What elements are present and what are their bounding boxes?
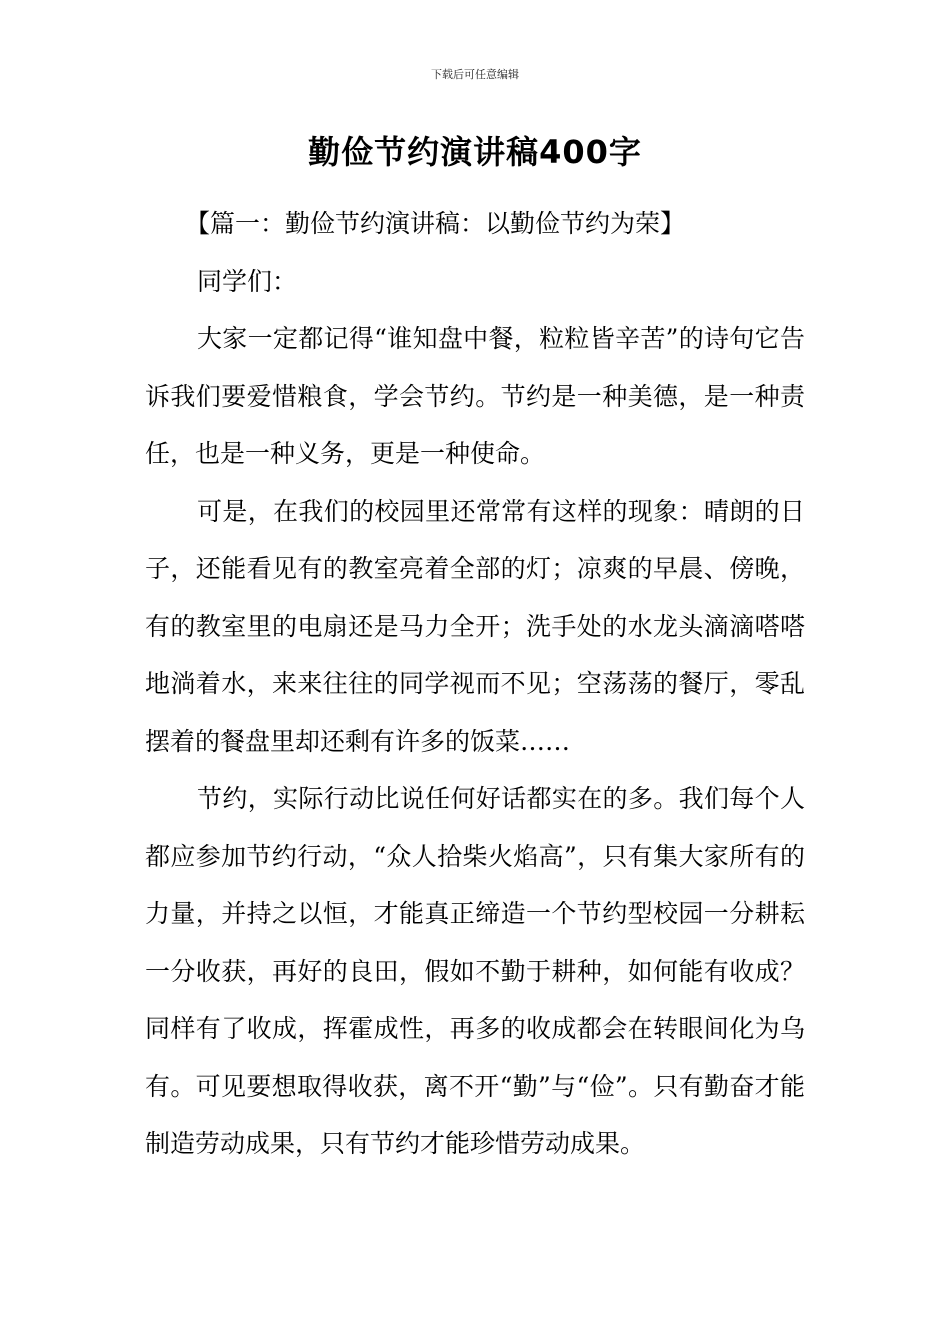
salutation: 同学们： — [197, 266, 298, 296]
page-title: 勤俭节约演讲稿400字 — [308, 133, 642, 171]
paragraph: 节约，实际行动比说任何好话都实在的多。我们每个人都应参加节约行动，“众人拾柴火焰高”，只有集大家所有的力量，并持之以恒，才能真正缔造一个节约型校园一分耕耘一分收获，再好的良田，假如不勤于耕种，如何能有收成？同样有了收成，挥霍成性，再多的收成都会在转眼间化为乌有。可见要想取得收获，离不开“勤”与“俭”。只有勤奋才能制造劳动成果，只有节约才能珍惜劳动成果。 — [145, 784, 805, 1158]
header-note: 下载后可任意编辑 — [431, 68, 519, 81]
document-body — [145, 195, 805, 1173]
paragraph: 大家一定都记得“谁知盘中餐，粒粒皆辛苦”的诗句它告诉我们要爱惜粮食，学会节约。节约是一种美德，是一种责任，也是一种义务，更是一种使命。 — [145, 324, 805, 468]
section-heading: 【篇一：勤俭节约演讲稿：以勤俭节约为荣】 — [185, 209, 686, 238]
paragraph: 可是，在我们的校园里还常常有这样的现象：晴朗的日子，还能看见有的教室亮着全部的灯；凉爽的早晨、傍晚，有的教室里的电扇还是马力全开；洗手处的水龙头滴滴嗒嗒地淌着水，来来往往的同学视而不见；空荡荡的餐厅，零乱摆着的餐盘里却还剩有许多的饭菜…… — [145, 496, 805, 756]
